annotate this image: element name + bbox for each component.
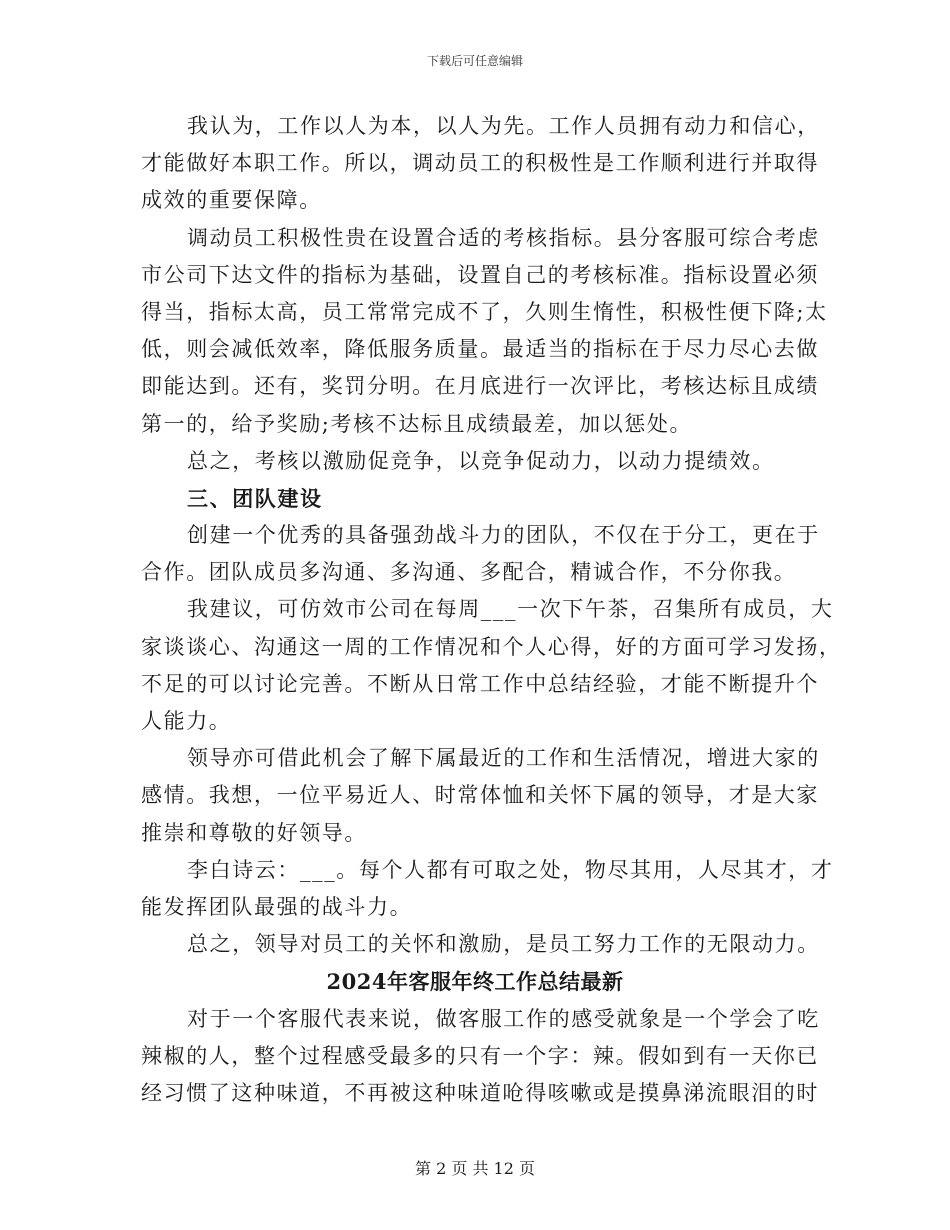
text-line: 第一的，给予奖励;考核不达标且成绩最差，加以惩处。 — [141, 411, 693, 436]
header-note: 下载后可任意编辑 — [426, 54, 523, 68]
page-number: 第 2 页 共 12 页 — [415, 1159, 535, 1178]
text-line: 推崇和尊敬的好领导。 — [141, 820, 367, 845]
text-line: 我认为，工作以人为本，以人为先。工作人员拥有动力和信心， — [187, 114, 820, 138]
text-line: 对于一个客服代表来说，做客服工作的感受就象是一个学会了吃 — [187, 1006, 820, 1031]
text-line: 我建议，可仿效市公司在每周___一次下午茶，召集所有成员，大 — [187, 597, 834, 622]
text-line: 家谈谈心、沟通这一周的工作情况和个人心得，好的方面可学习发扬， — [141, 634, 842, 659]
text-line: 合作。团队成员多沟通、多沟通、多配合，精诚合作，不分你我。 — [141, 560, 797, 585]
text-line: 经习惯了这种味道，不再被这种味道呛得咳嗽或是摸鼻涕流眼泪的时 — [141, 1080, 819, 1105]
text-line: 辣椒的人，整个过程感受最多的只有一个字：辣。假如到有一天你已 — [141, 1043, 819, 1068]
text-line: 不足的可以讨论完善。不断从日常工作中总结经验，才能不断提升个 — [141, 671, 819, 696]
text-line: 人能力。 — [141, 709, 232, 733]
document-title: 2024年客服年终工作总结最新 — [326, 969, 624, 995]
text-line: 感情。我想，一位平易近人、时常体恤和关怀下属的领导，才是大家 — [141, 783, 819, 808]
text-line: 创建一个优秀的具备强劲战斗力的团队，不仅在于分工，更在于 — [187, 523, 820, 548]
text-line: 市公司下达文件的指标为基础，设置自己的考核标准。指标设置必须 — [141, 262, 819, 287]
text-line: 得当，指标太高，员工常常完成不了，久则生惰性，积极性便下降;太 — [141, 299, 828, 324]
text-line: 调动员工积极性贵在设置合适的考核指标。县分客服可综合考虑 — [187, 225, 820, 250]
text-line: 即能达到。还有，奖罚分明。在月底进行一次评比，考核达标且成绩 — [141, 374, 819, 399]
text-line: 领导亦可借此机会了解下属最近的工作和生活情况，增进大家的 — [187, 746, 820, 771]
text-line: 能发挥团队最强的战斗力。 — [141, 894, 413, 919]
document-body — [141, 108, 842, 1112]
text-line: 总之，考核以激励促竞争，以竞争促动力，以动力提绩效。 — [187, 448, 775, 473]
section-heading: 三、团队建设 — [187, 485, 323, 511]
text-line: 李白诗云：___。每个人都有可取之处，物尽其用，人尽其才，才 — [187, 857, 834, 882]
text-line: 总之，领导对员工的关怀和激励，是员工努力工作的无限动力。 — [187, 932, 820, 957]
text-line: 成效的重要保障。 — [141, 188, 322, 213]
text-line: 才能做好本职工作。所以，调动员工的积极性是工作顺利进行并取得 — [141, 151, 819, 176]
text-line: 低，则会减低效率，降低服务质量。最适当的指标在于尽力尽心去做 — [141, 337, 819, 362]
